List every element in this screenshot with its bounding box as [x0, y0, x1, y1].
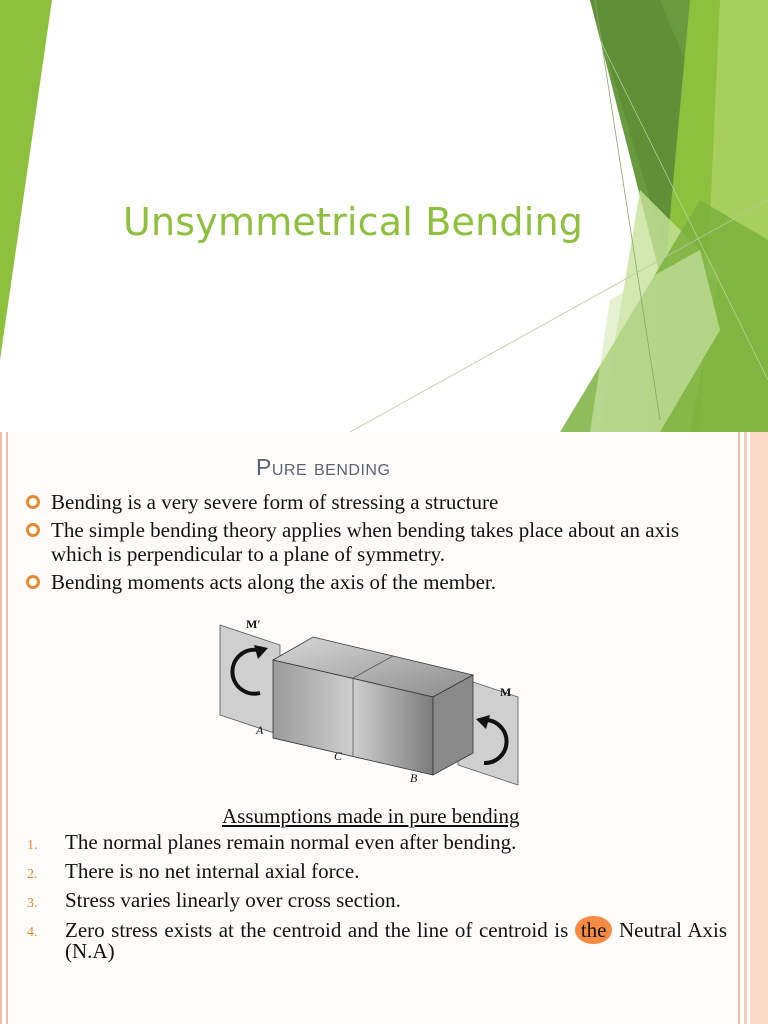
left-border-stripe [0, 432, 2, 1024]
list-item: 1. The normal planes remain normal even after bending. [27, 830, 517, 854]
list-item: 2. There is no net internal axial force. [27, 859, 360, 883]
list-item: 4. Zero stress exists at the centroid and the line of centroid is the Neutral Axis (N.A) [27, 918, 728, 963]
list-number: 4. [27, 925, 38, 940]
left-border-stripe [6, 432, 8, 1024]
content-slide [0, 432, 768, 1024]
assumptions-list [27, 832, 727, 970]
beam-diagram [218, 615, 528, 790]
bullet-icon [26, 523, 40, 537]
bullet-icon [26, 575, 40, 589]
list-item: Bending is a very severe form of stressing a structure [24, 490, 724, 514]
pure-bending-figure [218, 615, 528, 790]
bullet-list [24, 490, 724, 598]
point-label-a: A [256, 723, 264, 737]
point-label-c: C [334, 749, 343, 763]
right-border-band [750, 432, 768, 1024]
highlighted-word: the [575, 916, 613, 944]
moment-label-m: M [500, 685, 512, 699]
right-border-stripe [738, 432, 740, 1024]
bullet-icon [26, 495, 40, 509]
title-slide [0, 0, 768, 432]
moment-label-m-prime: M′ [246, 617, 261, 631]
list-number: 1. [27, 838, 38, 853]
point-label-b: B [410, 771, 418, 785]
assumptions-heading: Assumptions made in pure bending [222, 804, 520, 828]
list-number: 2. [27, 867, 38, 882]
list-item: Bending moments acts along the axis of the member. [24, 570, 724, 594]
slide-subtitle: Pure bending [256, 454, 391, 480]
slide-title: Unsymmetrical Bending [123, 200, 584, 244]
list-number: 3. [27, 896, 38, 911]
list-item: The simple bending theory applies when bending takes place about an axis which is perpendicular to a plane of symmetry. [24, 518, 724, 566]
list-item: 3. Stress varies linearly over cross section. [27, 888, 401, 912]
right-border-stripe [744, 432, 747, 1024]
